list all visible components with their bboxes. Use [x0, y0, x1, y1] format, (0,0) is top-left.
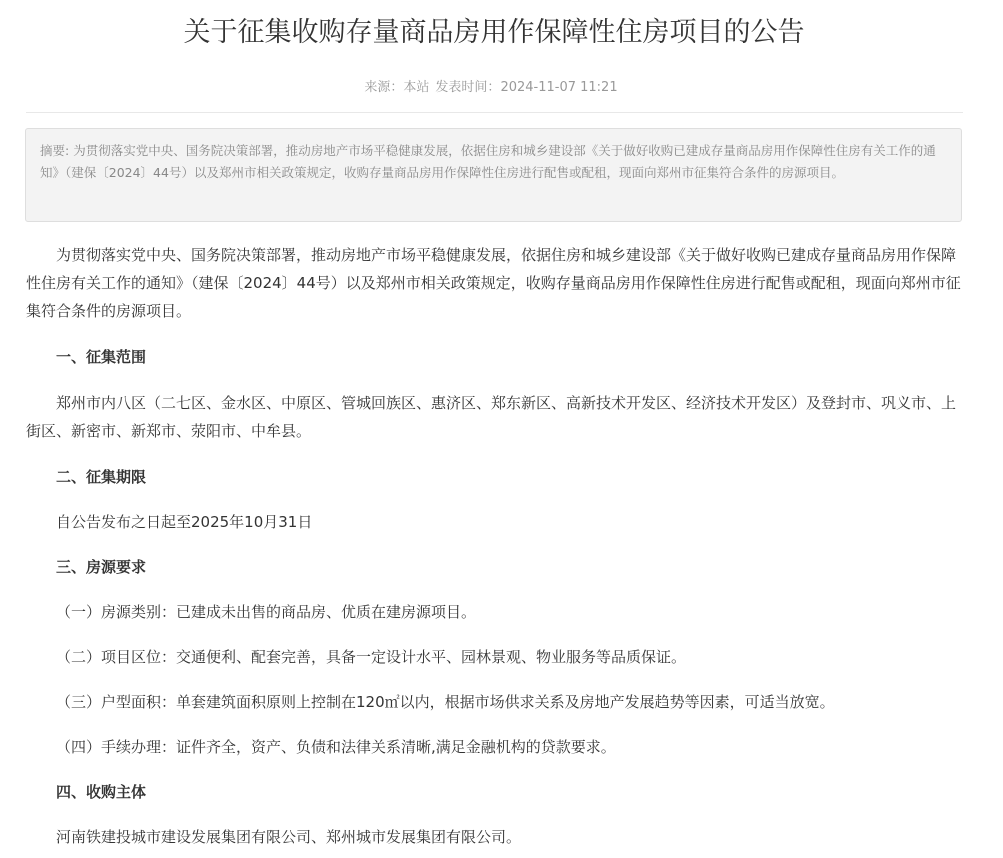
requirement-item: （二）项目区位：交通便利、配套完善，具备一定设计水平、园林景观、物业服务等品质保证。 [56, 648, 687, 666]
section-heading-period: 二、征集期限 [56, 468, 147, 486]
published-label: 发表时间： [435, 80, 501, 95]
article-title: 关于征集收购存量商品房用作保障性住房项目的公告 [183, 17, 805, 48]
article-meta [0, 79, 982, 97]
requirement-item: （四）手续办理：证件齐全，资产、负债和法律关系清晰,满足金融机构的贷款要求。 [56, 738, 616, 756]
intro-paragraph: 为贯彻落实党中央、国务院决策部署，推动房地产市场平稳健康发展，依据住房和城乡建设部《关于做好收购已建成存量商品房用作保障性住房有关工作的通知》（建保〔2024〕44号）以及郑州市相关政策规定，收购存量商品房用作保障性住房进行配售或配租，现面向郑州市征集符合条件的房源项目。 [26, 246, 961, 320]
section-body-scope: 郑州市内八区（二七区、金水区、中原区、管城回族区、惠济区、郑东新区、高新技术开发区、经济技术开发区）及登封市、巩义市、上街区、新密市、新郑市、荥阳市、中牟县。 [26, 394, 957, 440]
title-divider [26, 112, 963, 113]
section-heading-scope: 一、征集范围 [56, 348, 147, 366]
requirement-item: （一）房源类别：已建成未出售的商品房、优质在建房源项目。 [56, 603, 477, 621]
source-label: 来源： [364, 80, 404, 95]
section-heading-buyers: 四、收购主体 [56, 783, 147, 801]
section-heading-requirements: 三、房源要求 [56, 558, 147, 576]
summary-text: 为贯彻落实党中央、国务院决策部署，推动房地产市场平稳健康发展，依据住房和城乡建设部《关于做好收购已建成存量商品房用作保障性住房有关工作的通知》（建保〔2024〕44号）以及郑州市相关政策规定，收购存量商品房用作保障性住房进行配售或配租，现面向郑州市征集符合条件的房源项目。 [40, 143, 936, 180]
summary-label: 摘要: [40, 143, 70, 158]
section-body-buyers: 河南铁建投城市建设发展集团有限公司、郑州城市发展集团有限公司。 [56, 828, 522, 846]
article-body [26, 241, 966, 851]
source-value: 本站 [403, 80, 430, 95]
section-body-period: 自公告发布之日起至2025年10月31日 [56, 513, 313, 531]
requirement-item: （三）户型面积：单套建筑面积原则上控制在120㎡以内，根据市场供求关系及房地产发展趋势等因素，可适当放宽。 [56, 693, 835, 711]
summary-box [25, 128, 962, 222]
published-value: 2024-11-07 11:21 [500, 80, 618, 95]
